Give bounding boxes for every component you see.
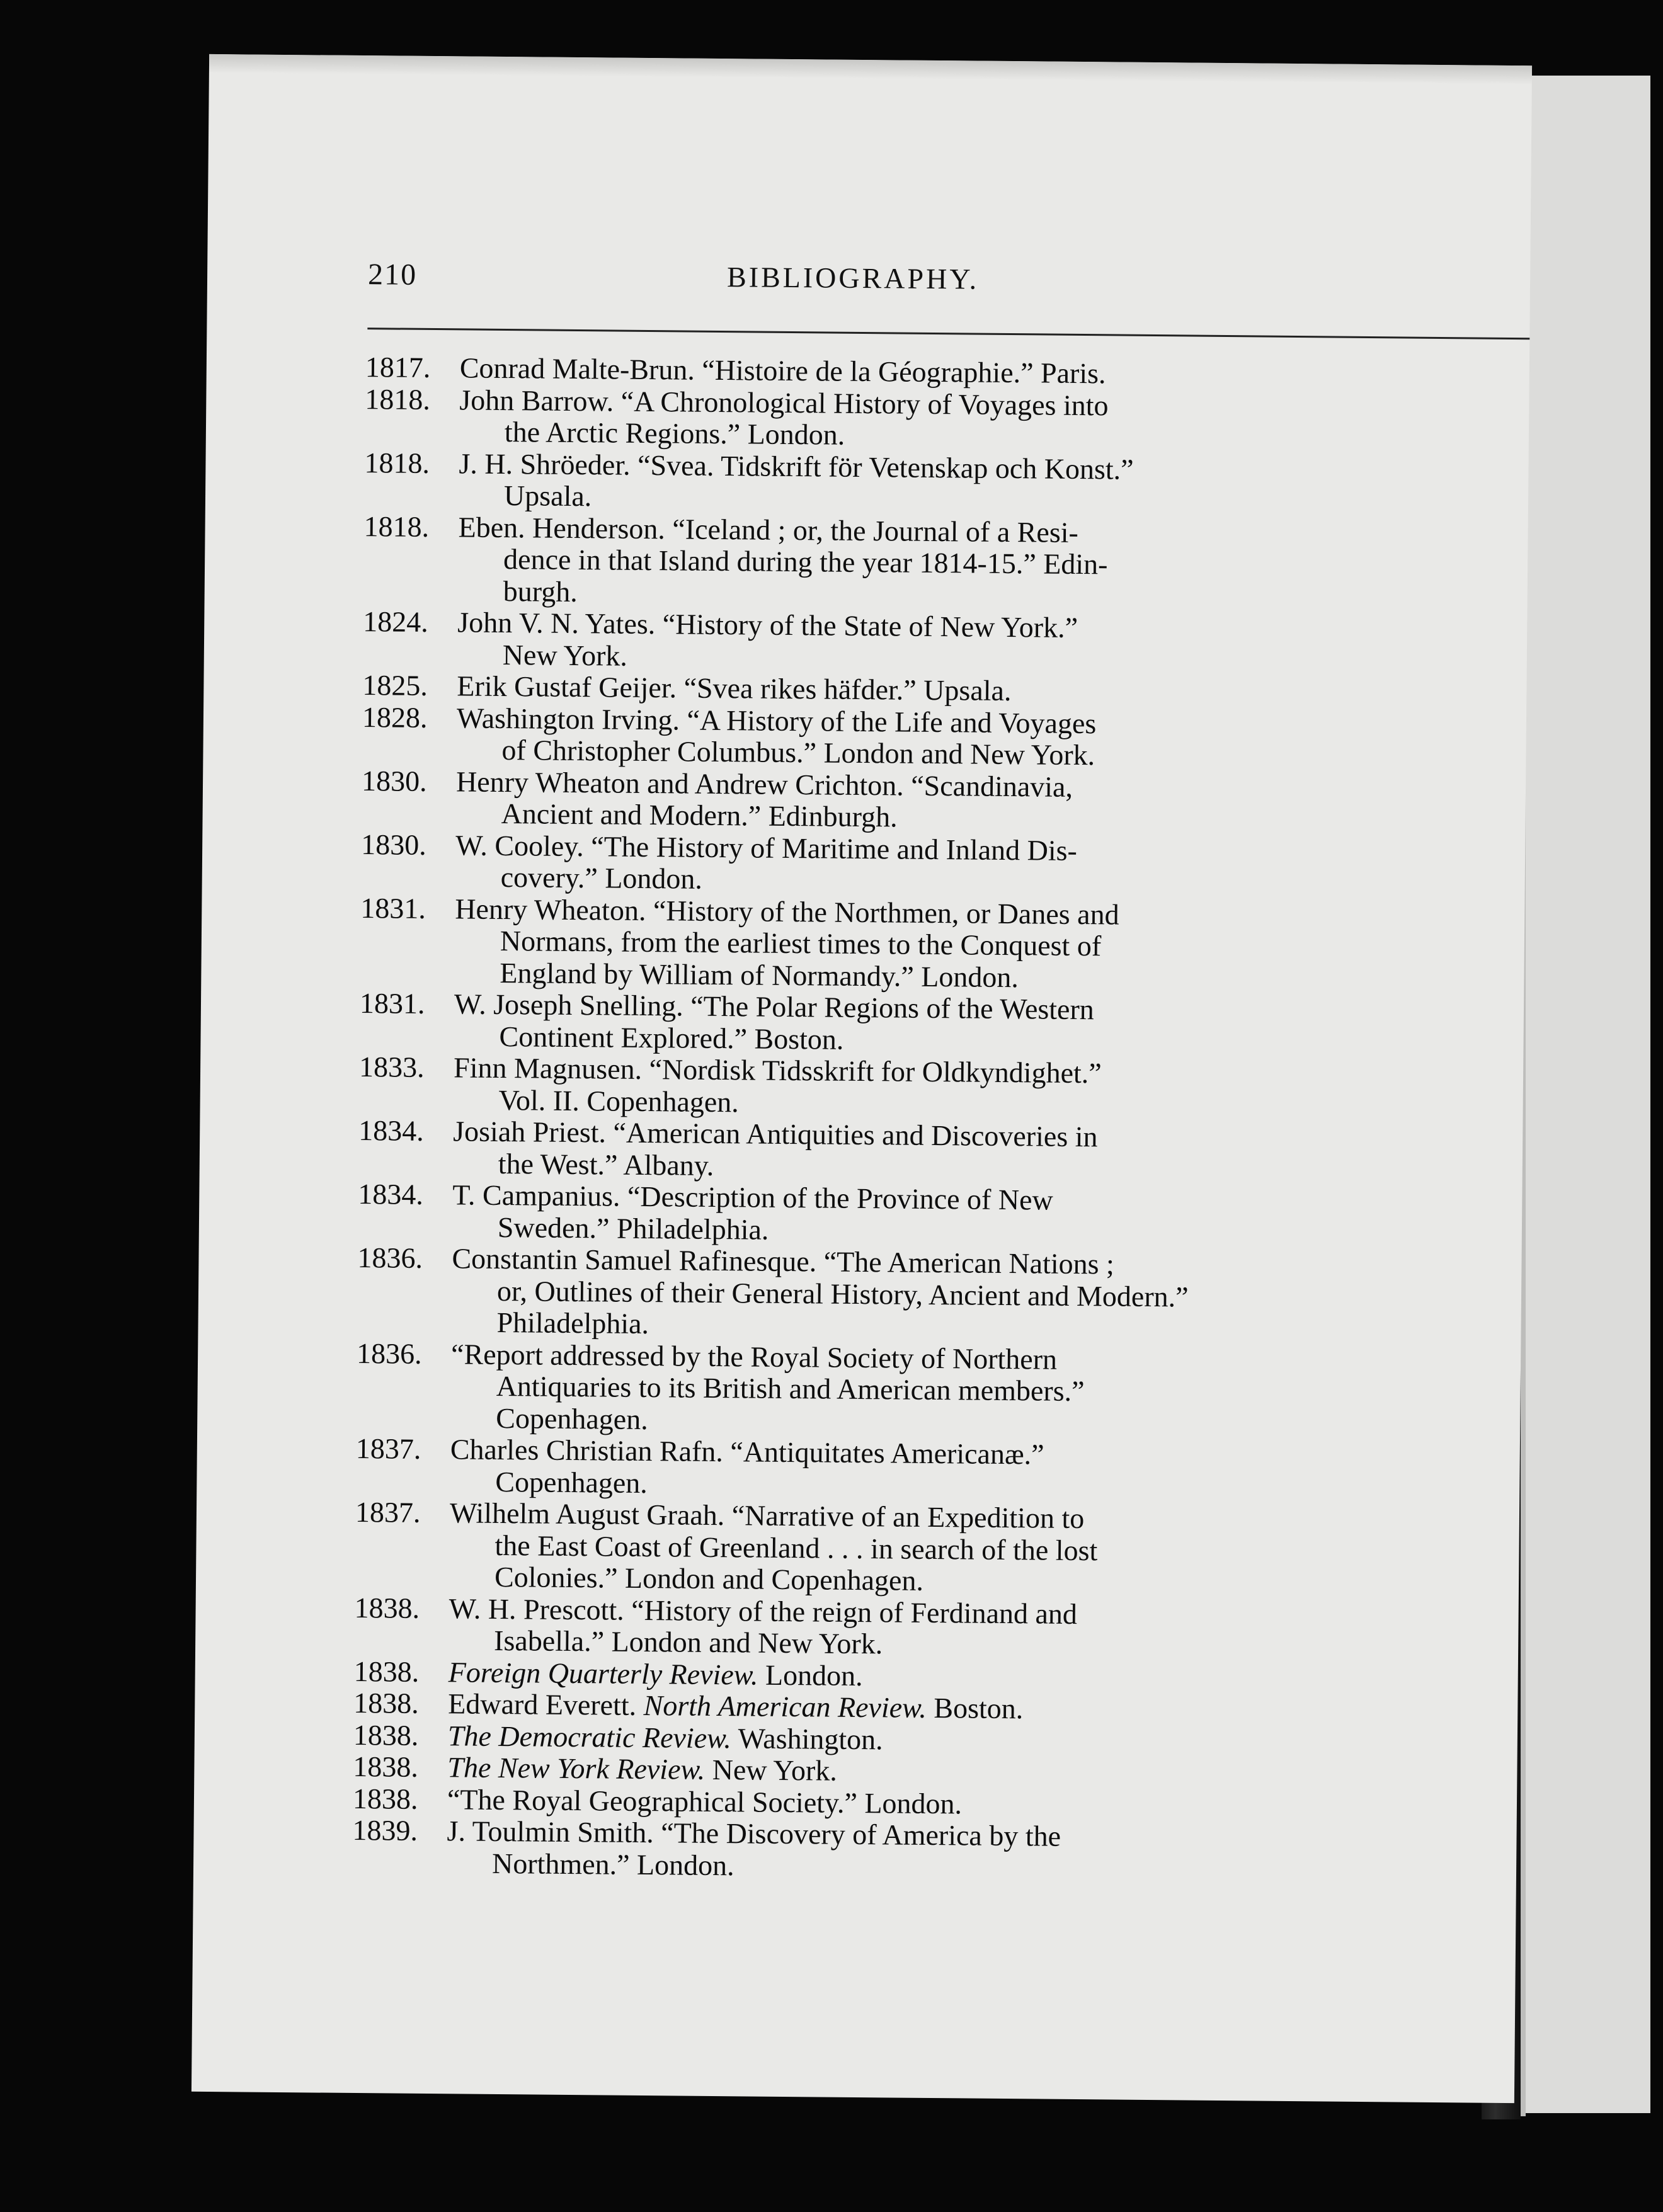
- entry-segment: New York.: [705, 1753, 838, 1787]
- entry-continuation: Vol. II. Copenhagen.: [498, 1083, 740, 1118]
- entry-text: Henry Wheaton and Andrew Crichton. “Scandinavia,: [455, 765, 1073, 803]
- entry-text: Henry Wheaton. “History of the Northmen, or Danes and: [455, 892, 1119, 931]
- entry-continuation: Normans, from the earliest times to the Conquest of: [500, 924, 1102, 962]
- periodical-title: The New York Review.: [447, 1751, 706, 1786]
- bibliography-list: [352, 351, 1531, 1888]
- bibliography-entry: [359, 988, 1525, 1061]
- entry-year: 1834.: [358, 1178, 424, 1211]
- periodical-title: The Democratic Review.: [447, 1719, 732, 1754]
- bibliography-entry: [358, 1115, 1524, 1189]
- entry-continuation: Continent Explored.” Boston.: [499, 1020, 844, 1056]
- bibliography-entry: [363, 606, 1529, 680]
- entry-continuation: Copenhagen.: [495, 1465, 648, 1499]
- bibliography-entry: [354, 1592, 1520, 1666]
- entry-text: Washington Irving. “A History of the Life and Voyages: [456, 701, 1097, 739]
- entry-continuation: or, Outlines of their General History, Ancient and Modern.”: [496, 1274, 1189, 1313]
- entry-year: 1836.: [356, 1337, 422, 1370]
- book-page: [191, 54, 1532, 2103]
- entry-continuation: Ancient and Modern.” Edinburgh.: [501, 797, 898, 833]
- entry-text: W. Cooley. “The History of Maritime and Inland Dis-: [455, 828, 1078, 867]
- entry-text: John Barrow. “A Chronological History of Voyages into: [459, 383, 1109, 421]
- entry-continuation: dence in that Island during the year 1814-15.” Edin-: [503, 543, 1108, 581]
- entry-year: 1831.: [360, 891, 426, 925]
- entry-year: 1818.: [365, 382, 431, 416]
- bibliography-entry: [355, 1497, 1521, 1602]
- entry-year: 1836.: [357, 1241, 423, 1274]
- entry-year: 1839.: [352, 1813, 418, 1847]
- entry-year: 1818.: [364, 446, 430, 479]
- entry-year: 1838.: [353, 1686, 420, 1719]
- entry-year: 1825.: [362, 669, 428, 702]
- entry-continuation: the West.” Albany.: [498, 1147, 714, 1182]
- entry-year: 1817.: [365, 351, 431, 384]
- bibliography-entry: [364, 447, 1530, 521]
- entry-continuation: Northmen.” London.: [491, 1847, 734, 1881]
- entry-text: Josiah Priest. “American Antiquities and Discoveries in: [453, 1115, 1098, 1153]
- entry-text: Conrad Malte-Brun. “Histoire de la Géographie.” Paris.: [459, 351, 1106, 390]
- entry-text: W. Joseph Snelling. “The Polar Regions of the Western: [454, 988, 1095, 1026]
- periodical-title: North American Review.: [643, 1689, 927, 1724]
- adjacent-page-edge: [1524, 76, 1650, 2113]
- entry-continuation: Philadelphia.: [496, 1306, 649, 1340]
- entry-text: “Report addressed by the Royal Society of Northern: [450, 1337, 1058, 1376]
- entry-year: 1838.: [353, 1655, 420, 1688]
- entry-text: John V. N. Yates. “History of the State of New York.”: [457, 606, 1078, 644]
- page-number: 210: [367, 258, 418, 292]
- entry-segment: Boston.: [926, 1691, 1024, 1725]
- entry-year: 1831.: [359, 987, 425, 1020]
- entry-continuation: the East Coast of Greenland . . . in search of the lost: [494, 1529, 1098, 1566]
- entry-continuation: Colonies.” London and Copenhagen.: [494, 1560, 924, 1597]
- entry-year: 1830.: [361, 764, 427, 797]
- bibliography-entry: [361, 829, 1527, 903]
- bibliography-entry: [360, 892, 1526, 998]
- entry-continuation: England by William of Normandy.” London.: [500, 956, 1019, 993]
- entry-text: Finn Magnusen. “Nordisk Tidsskrift for Oldkyndighet.”: [453, 1051, 1102, 1090]
- bibliography-entry: [352, 1815, 1518, 1888]
- entry-continuation: Upsala.: [503, 479, 592, 513]
- entry-text: Eben. Henderson. “Iceland ; or, the Journal of a Resi-: [458, 510, 1079, 549]
- entry-continuation: covery.” London.: [500, 860, 703, 895]
- entry-year: 1834.: [358, 1114, 424, 1147]
- bibliography-entry: [356, 1338, 1522, 1444]
- bibliography-entry: [361, 765, 1527, 839]
- entry-continuation: of Christopher Columbus.” London and New York.: [501, 733, 1095, 772]
- entry-segment: Edward Everett.: [448, 1687, 644, 1722]
- entry-year: 1838.: [352, 1782, 418, 1815]
- running-title: BIBLIOGRAPHY.: [726, 261, 980, 295]
- entry-year: 1837.: [355, 1496, 421, 1529]
- entry-continuation: burgh.: [503, 574, 578, 608]
- entry-text: W. H. Prescott. “History of the reign of Ferdinand and: [449, 1592, 1078, 1630]
- entry-year: 1837.: [355, 1432, 421, 1465]
- entry-continuation: Sweden.” Philadelphia.: [497, 1211, 769, 1246]
- entry-continuation: New York.: [502, 638, 628, 672]
- bibliography-entry: [358, 1051, 1524, 1125]
- entry-continuation: the Arctic Regions.” London.: [504, 416, 845, 451]
- entry-segment: Washington.: [731, 1721, 883, 1755]
- entry-year: 1830.: [360, 828, 426, 861]
- entry-year: 1838.: [354, 1591, 420, 1624]
- bibliography-entry: [365, 384, 1531, 457]
- entry-year: 1838.: [353, 1718, 419, 1752]
- entry-text: Erik Gustaf Geijer. “Svea rikes häfder.” Upsala.: [457, 670, 1012, 707]
- entry-text: “The Royal Geographical Society.” London.: [447, 1782, 963, 1820]
- bibliography-entry: [357, 1242, 1523, 1348]
- entry-text: J. Toulmin Smith. “The Discovery of America by the: [447, 1815, 1061, 1852]
- entry-text: Charles Christian Rafn. “Antiquitates Americanæ.”: [450, 1433, 1044, 1471]
- bibliography-entry: [358, 1178, 1524, 1252]
- entry-text: J. H. Shröeder. “Svea. Tidskrift för Vetenskap och Konst.”: [459, 447, 1134, 486]
- bibliography-entry: [355, 1433, 1521, 1507]
- entry-segment: London.: [758, 1658, 863, 1692]
- header-rule: [367, 328, 1532, 339]
- entry-continuation: Antiquaries to its British and American members.”: [496, 1369, 1085, 1408]
- entry-text: Wilhelm August Graah. “Narrative of an Expedition to: [449, 1497, 1085, 1535]
- entry-text: T. Campanius. “Description of the Province of New: [452, 1178, 1053, 1216]
- page-header: [368, 257, 1532, 317]
- entry-year: 1824.: [363, 605, 429, 638]
- entry-year: 1838.: [353, 1750, 419, 1783]
- entry-year: 1833.: [358, 1051, 425, 1083]
- entry-year: 1818.: [363, 510, 430, 543]
- entry-continuation: Copenhagen.: [496, 1401, 648, 1435]
- bibliography-entry: [362, 702, 1528, 775]
- entry-text: Constantin Samuel Rafinesque. “The American Nations ;: [452, 1242, 1115, 1280]
- page-shadow: [209, 54, 1532, 84]
- periodical-title: Foreign Quarterly Review.: [448, 1655, 758, 1691]
- bibliography-entry: [363, 511, 1529, 617]
- entry-continuation: Isabella.” London and New York.: [493, 1624, 883, 1660]
- entry-year: 1828.: [362, 700, 428, 734]
